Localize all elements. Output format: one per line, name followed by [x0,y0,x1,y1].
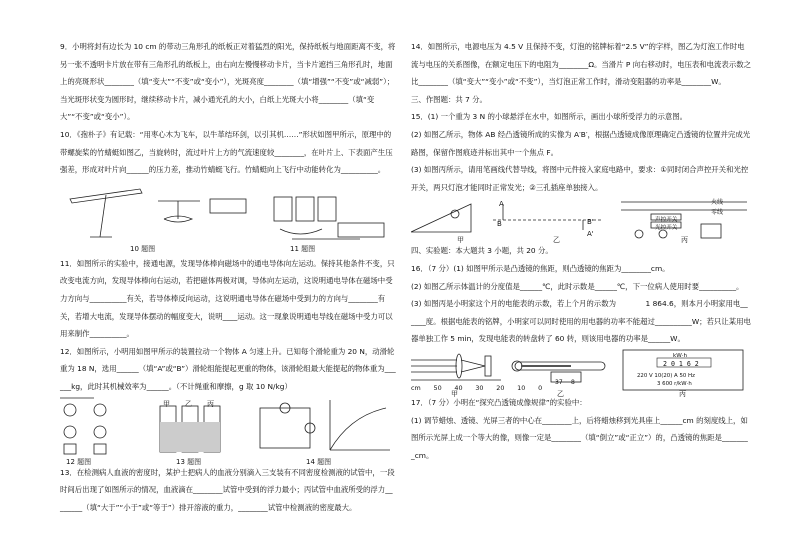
question-16: 16．（7 分）(1) 如图甲所示是凸透镜的焦距，则凸透镜的焦距为________cm。 [411,263,670,273]
question-15-3: (3) 如图丙所示，请用笔画线代替导线，将图中元件接入家庭电路中，要求：①同时闭合声控开关和光控开关，两只灯泡才能同时正常发光；②三孔插座单独接入。 [411,165,749,192]
caption-12: 12 题图 [66,457,92,466]
caption-13: 13 题图 [176,457,202,466]
question-17-1: (1) 调节蜡烛、透镜、光屏三者的中心在________上，后将蜡烛移到光具座上______cm 的刻度线上，如图所示光屏上成一个等大的像，则像一定是________（填“倒立”或“正立”）的，凸透镜的焦距是________cm。 [411,415,748,460]
section-3-heading: 三、作图题：共 7 分。 [411,94,487,104]
left-column [60,38,396,516]
question-16-3: (3) 如图丙是小明家这个月的电能表的示数，若上个月的示数为 1 864.6，则本月小明家用电______度。根据电能表的铭牌，小明家可以同时使用的用电器的功率不能超过__________W；若只让某用电器单独工作 5 min，发现电能表的转盘转了 60 转，则该用电器的功率是______W。 [411,299,751,344]
label-lingxian: 零线 [711,209,724,217]
question-15-2: (2) 如图乙所示，物体 AB 经凸透镜所成的实像为 A′B′，根据凸透镜成像原理确定凸透镜的位置并完成光路图，保留作图痕迹并标出其中一个焦点 F。 [411,129,751,157]
meter-unit: kW·h [673,352,688,359]
label-yi: 乙 [185,399,192,408]
thermometer-8: 8 [571,378,575,386]
meter-digits: 2 0 1 6 2 [663,359,699,368]
label-bing: 丙 [207,399,214,408]
caption-14: 14 题图 [306,457,332,466]
label-bing-15: 丙 [681,236,688,245]
figure-10-11-drawing [60,179,396,255]
question-11: 11．如图所示的实验中，接通电源，发现导体棒向磁场中的通电导体向左运动。保持其他条件不变，只改变电流方向，发现导体棒向右运动，若把磁体两极对调，导体向左运动，这说明通电导体在磁场中受力方向与__________有关，若导体棒反向运动，这说明通电导体在磁场中受到力的方向与________有关，若增大电流，发现导体摆动的幅度变大，说明____运动。这一现象说明通电导线在磁场中受力可以用来制作__________。 [60,258,395,339]
question-15-1: 15．(1) 一个重为 3 N 的小球悬浮在水中，如图所示，画出小球所受浮力的示意图。 [411,112,688,122]
question-16-2: (2) 如图乙所示体温计的分度值是______℃，此时示数是______℃，下一位病人使用时要__________。 [411,281,744,291]
label-guangkong: 光控开关 [655,225,678,232]
label-jia: 甲 [163,399,170,408]
label-b-prime: B' [587,218,594,227]
label-yi-15: 乙 [553,236,560,245]
label-b: B [497,220,502,229]
label-bing-16: 丙 [679,389,686,398]
label-a-prime: A' [587,230,594,239]
question-14: 14．如图所示，电源电压为 4.5 V 且保持不变，灯泡的铭牌标着“2.5 V”的字样，图乙为灯泡工作时电流与电压的关系图像，在额定电压下的电阻为________Ω。当滑片 P 向右移动时，电压表和电流表示数之比________（填“变大”“变小”或“不变”），当灯泡正常工作时，滑动变阻器的功率是________W。 [411,42,751,87]
figure-12-14 [60,396,396,464]
right-column [411,38,751,464]
question-10: 10．《孢朴子》有记载：“用枣心木为飞车，以牛革结环剑，以引其机……”形状如图甲所示，原理中的带螺旋桨的竹蜻蜓如图乙，当旋转时，流过叶片上方的气流速度较________，在叶片上、下表面产生压强差，形成对叶片向______的压力差，推动竹蜻蜓飞行。竹蜻蜓向上飞行中动能转化为__________。 [60,129,393,175]
meter-spec-2: 3 600 r/kW·h [657,380,692,387]
question-17: 17．（7 分）小明在“探究凸透镜成像规律”的实验中： [411,397,587,407]
caption-11: 11 题图 [290,244,316,253]
question-12: 12．如图所示，小明用如图甲所示的装置拉动一个物体 A 匀速上升。已知每个滑轮重为 20 N，动滑轮重为 18 N，选用______（填“A”或“B”）滑轮组能提起更重的物体，该滑轮组最大能提起的物体重为______kg，此时其机械效率为______。（不计绳重和摩擦，g 取 10 N/kg） [60,346,396,391]
figure-12-14-drawing [60,396,396,464]
label-yi-16: 乙 [557,389,564,398]
meter-spec-1: 220 V 10(20) A 50 Hz [637,372,695,379]
label-jia-16: 甲 [451,389,458,398]
thermometer-37: 37 [555,378,563,386]
caption-10: 10 题图 [130,244,156,253]
figure-16 [411,348,751,398]
question-9: 9．小明将封有边长为 10 cm 的带动三角形孔的纸板正对着猛烈的阳光，保持纸板与地面距离不变，将另一张不透明卡片放在带有三角形孔的纸板上，由右向左慢慢移动卡片，当卡片遮挡三角形孔时，地面上的亮斑形状________（填“变大”“不变”或“变小”），光斑亮度________（填“增强”“不变”或“减弱”）；当光斑形状变为圆形时，继续移动卡片，减小通光孔的大小，白纸上光斑大小将________（填“变大”“不变”或“变小”）。 [60,42,396,122]
question-13: 13．在检测病人血液的密度时，某护士把病人的血液分别滴入三支装有不同密度检测液的试管中，一段时间后出现了如图所示的情况，血液滴在________试管中受到的浮力最小；丙试管中血液所受的浮力________（填“大于”“小于”或“等于”）排开溶液的重力，________试管中检测液的密度最大。 [60,467,395,512]
figure-15 [411,196,751,245]
axis-scale: cm 50 40 30 20 10 0 [411,383,543,392]
label-shengkong: 声控开关 [655,217,678,224]
section-4-heading: 四、实验题：本大题共 3 小题，共 20 分。 [411,246,553,256]
label-huoxian: 火线 [711,199,724,207]
figure-10-11 [60,179,396,255]
label-jia-15: 甲 [457,236,464,245]
label-a: A [499,200,504,209]
